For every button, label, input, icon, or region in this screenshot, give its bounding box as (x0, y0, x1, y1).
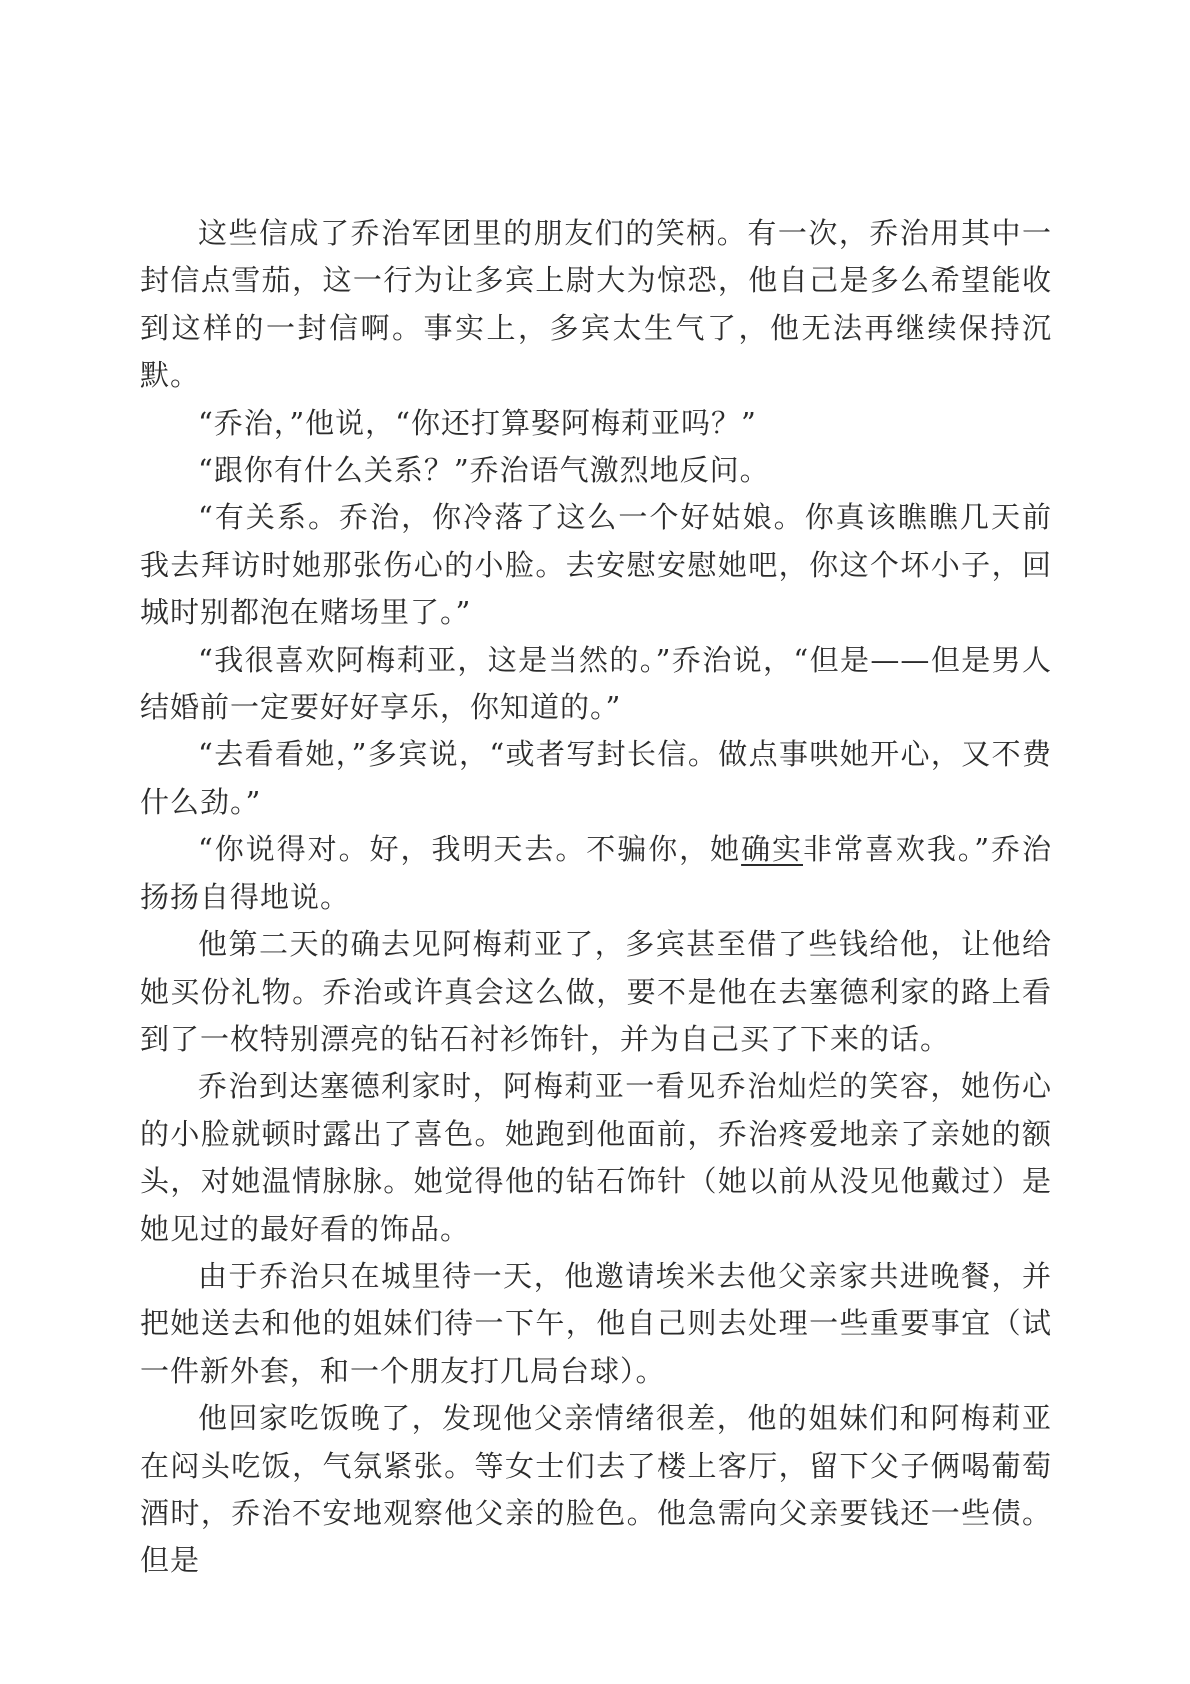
paragraph-4: “有关系。乔治，你冷落了这么一个好姑娘。你真该瞧瞧几天前我去拜访时她那张伤心的小脸。去安慰安慰她吧，你这个坏小子，回城时别都泡在赌场里了。” (140, 500, 1052, 630)
paragraph-7-tail: 非常喜欢我。”乔治扬扬自得地说。 (140, 832, 1052, 914)
paragraph-11: 他回家吃饭晚了，发现他父亲情绪很差，他的姐妹们和阿梅莉亚在闷头吃饭，气氛紧张。等女士们去了楼上客厅，留下父子俩喝葡萄酒时，乔治不安地观察他父亲的脸色。他急需向父亲要钱还一些债。但是 (140, 1401, 1052, 1578)
paragraph-6: “去看看她，”多宾说，“或者写封长信。做点事哄她开心，又不费什么劲。” (140, 737, 1052, 819)
paragraph-10: 由于乔治只在城里待一天，他邀请埃米去他父亲家共进晚餐，并把她送去和他的姐妹们待一下午，他自己则去处理一些重要事宜（试一件新外套，和一个朋友打几局台球）。 (140, 1258, 1052, 1388)
paragraph-8: 他第二天的确去见阿梅莉亚了，多宾甚至借了些钱给他，让他给她买份礼物。乔治或许真会这么做，要不是他在去塞德利家的路上看到了一枚特别漂亮的钻石衬衫饰针，并为自己买了下来的话。 (140, 927, 1052, 1056)
paragraph-9: 乔治到达塞德利家时，阿梅莉亚一看见乔治灿烂的笑容，她伤心的小脸就顿时露出了喜色。她跑到他面前，乔治疼爱地亲了亲她的额头，对她温情脉脉。她觉得他的钻石饰针（她以前从没见他戴过）是她见过的最好看的饰品。 (140, 1069, 1052, 1246)
paragraph-2: “乔治，”他说，“你还打算娶阿梅莉亚吗？” (198, 405, 757, 440)
paragraph-3: “跟你有什么关系？”乔治语气激烈地反问。 (198, 453, 770, 488)
paragraph-7 (140, 826, 1052, 921)
underlined-word: 确实 (741, 832, 803, 867)
paragraph-5: “我很喜欢阿梅莉亚，这是当然的。”乔治说，“但是——但是男人结婚前一定要好好享乐，你知道的。” (140, 642, 1052, 725)
page-body (140, 210, 1052, 1585)
paragraph-1: 这些信成了乔治军团里的朋友们的笑柄。有一次，乔治用其中一封信点雪茄，这一行为让多宾上尉大为惊恐，他自己是多么希望能收到这样的一封信啊。事实上，多宾太生气了，他无法再继续保持沉默。 (140, 216, 1052, 393)
paragraph-7-lead: “你说得对。好，我明天去。不骗你，她 (198, 832, 742, 867)
